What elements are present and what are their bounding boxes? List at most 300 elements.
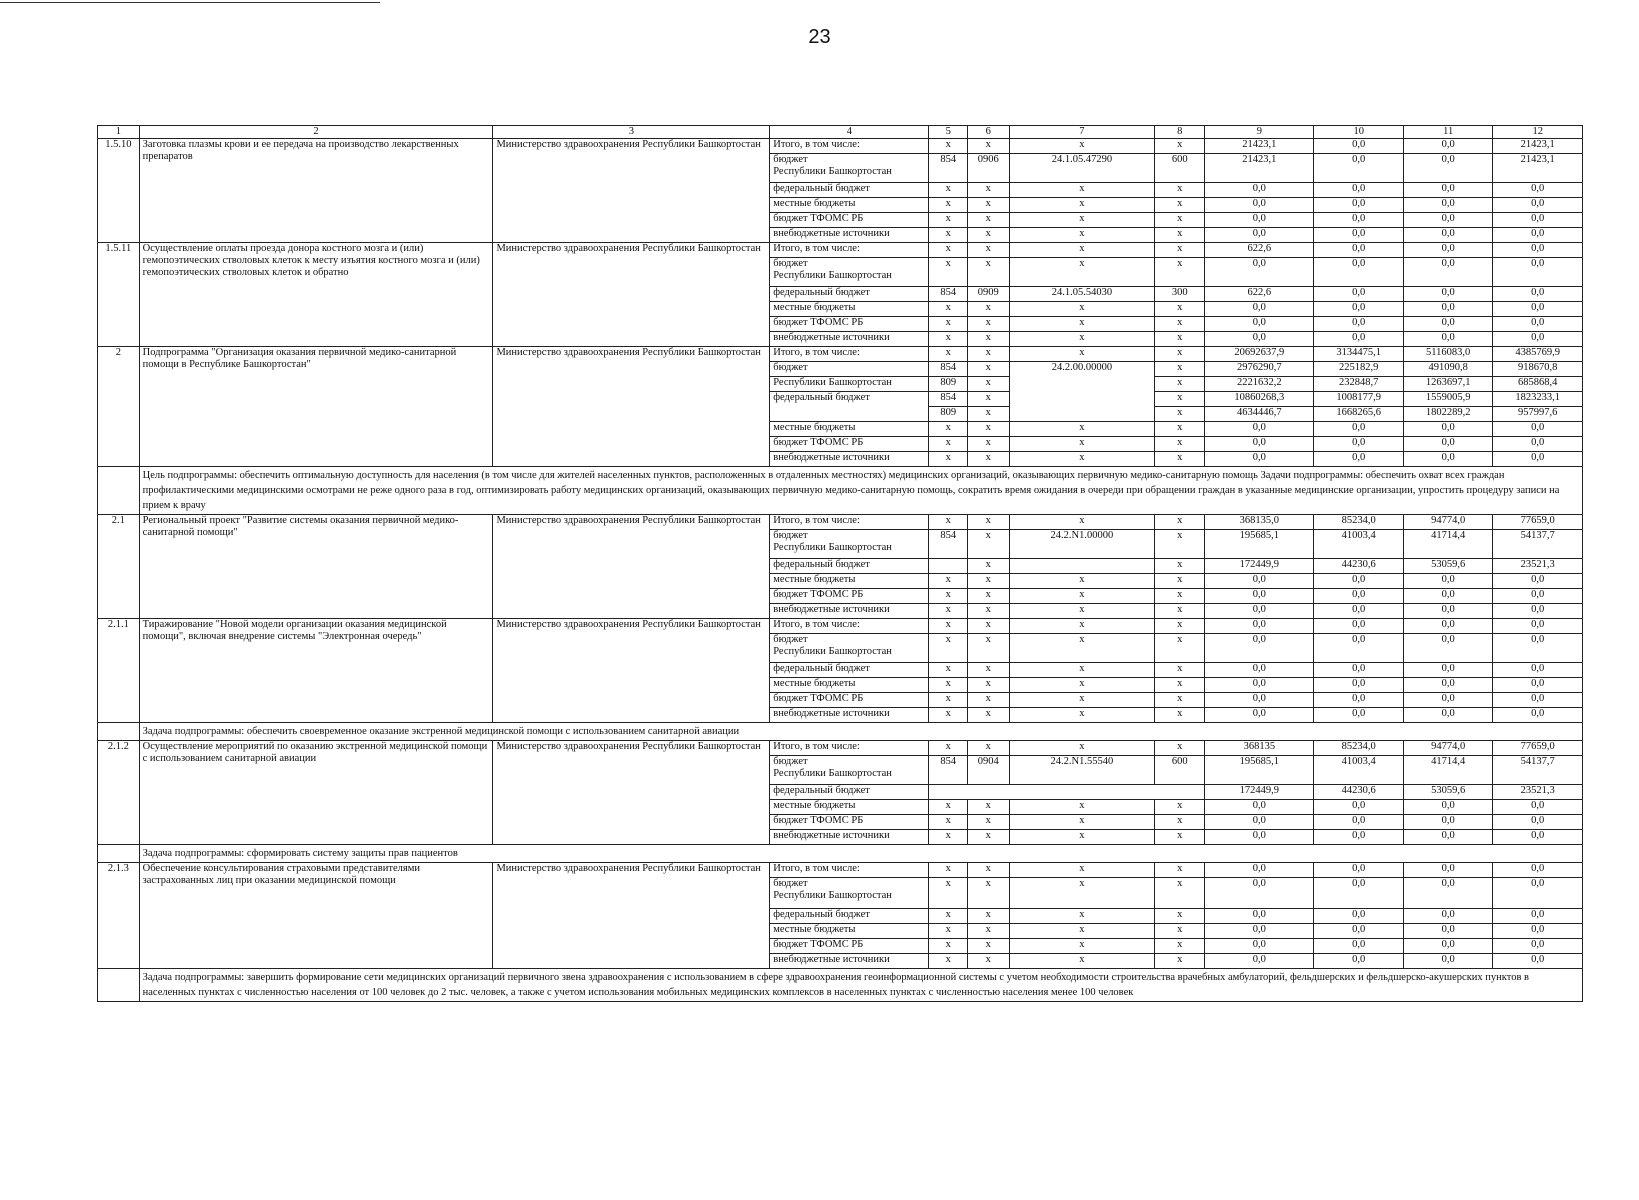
- source-label: внебюджетные источники: [770, 228, 929, 243]
- table-row: [98, 515, 1583, 530]
- value-cell: 0,0: [1205, 678, 1314, 693]
- code-cell: x: [1009, 604, 1155, 619]
- code-cell: x: [929, 213, 968, 228]
- value-cell: 0,0: [1314, 589, 1403, 604]
- value-cell: 0,0: [1403, 954, 1492, 969]
- task-row: [98, 969, 1583, 1002]
- column-number: 6: [967, 126, 1009, 139]
- value-cell: 0,0: [1403, 604, 1492, 619]
- value-cell: 225182,9: [1314, 362, 1403, 377]
- value-cell: 0,0: [1403, 154, 1492, 183]
- value-cell: 0,0: [1314, 243, 1403, 258]
- code-cell: x: [929, 317, 968, 332]
- source-label-region: Республики Башкортостан: [773, 890, 892, 901]
- value-cell: 0,0: [1493, 213, 1583, 228]
- code-cell: x: [1155, 589, 1205, 604]
- value-cell: 0,0: [1205, 863, 1314, 878]
- value-cell: 0,0: [1205, 317, 1314, 332]
- value-cell: 0,0: [1205, 909, 1314, 924]
- value-cell: 622,6: [1205, 243, 1314, 258]
- source-label-region: Республики Башкортостан: [773, 646, 892, 657]
- value-cell: 0,0: [1493, 302, 1583, 317]
- code-cell: x: [967, 243, 1009, 258]
- value-cell: 0,0: [1403, 302, 1492, 317]
- value-cell: 20692637,9: [1205, 347, 1314, 362]
- code-cell: x: [1155, 258, 1205, 287]
- code-cell: x: [967, 437, 1009, 452]
- code-cell: x: [967, 515, 1009, 530]
- source-label: местные бюджеты: [770, 422, 929, 437]
- code-cell: x: [1155, 559, 1205, 574]
- value-cell: 491090,8: [1403, 362, 1492, 377]
- value-cell: 2221632,2: [1205, 377, 1314, 392]
- code-cell: x: [967, 878, 1009, 909]
- code-cell: x: [1155, 228, 1205, 243]
- value-cell: 0,0: [1403, 924, 1492, 939]
- table-row: [98, 619, 1583, 634]
- source-label: федеральный бюджет: [770, 785, 929, 800]
- value-cell: 0,0: [1493, 924, 1583, 939]
- task-row: [98, 467, 1583, 515]
- value-cell: 0,0: [1493, 228, 1583, 243]
- code-cell: x: [929, 909, 968, 924]
- value-cell: 0,0: [1314, 198, 1403, 213]
- value-cell: 94774,0: [1403, 515, 1492, 530]
- code-cell: x: [1155, 741, 1205, 756]
- value-cell: 0,0: [1403, 619, 1492, 634]
- row-number: 1.5.11: [98, 243, 140, 347]
- value-cell: 0,0: [1493, 452, 1583, 467]
- value-cell: 0,0: [1314, 909, 1403, 924]
- value-cell: 0,0: [1493, 437, 1583, 452]
- value-cell: 0,0: [1493, 287, 1583, 302]
- code-cell: 854: [929, 756, 968, 785]
- code-cell: x: [929, 830, 968, 845]
- value-cell: 0,0: [1314, 678, 1403, 693]
- value-cell: 0,0: [1314, 663, 1403, 678]
- code-cell: x: [929, 878, 968, 909]
- code-cell: 24.1.05.54030: [1009, 287, 1155, 302]
- value-cell: 0,0: [1314, 139, 1403, 154]
- value-cell: 0,0: [1314, 183, 1403, 198]
- code-cell: x: [967, 589, 1009, 604]
- value-cell: 0,0: [1205, 924, 1314, 939]
- code-cell: x: [1009, 830, 1155, 845]
- value-cell: 0,0: [1205, 452, 1314, 467]
- value-cell: 21423,1: [1493, 154, 1583, 183]
- code-cell: x: [1009, 634, 1155, 663]
- value-cell: 0,0: [1314, 619, 1403, 634]
- value-cell: 0,0: [1493, 693, 1583, 708]
- code-cell: 854: [929, 392, 968, 407]
- code-cell: x: [929, 332, 968, 347]
- source-label: местные бюджеты: [770, 924, 929, 939]
- value-cell: 0,0: [1314, 800, 1403, 815]
- scan-edge-line: [0, 2, 380, 3]
- page-number: 23: [808, 26, 831, 48]
- value-cell: 0,0: [1314, 924, 1403, 939]
- source-label-budget: бюджет: [773, 878, 808, 889]
- executor-name: Министерство здравоохранения Республики Башкортостан: [493, 139, 770, 243]
- code-cell: x: [1155, 515, 1205, 530]
- measure-name: Подпрограмма "Организация оказания первичной медико-санитарной помощи в Республике Башкортостан": [139, 347, 493, 467]
- code-cell: x: [967, 863, 1009, 878]
- value-cell: 0,0: [1403, 258, 1492, 287]
- value-cell: 0,0: [1403, 574, 1492, 589]
- value-cell: 23521,3: [1493, 785, 1583, 800]
- code-cell: x: [1009, 139, 1155, 154]
- value-cell: 0,0: [1403, 228, 1492, 243]
- source-label: федеральный бюджет: [770, 909, 929, 924]
- code-cell: x: [1155, 362, 1205, 377]
- table-row: [98, 863, 1583, 878]
- code-cell: x: [929, 243, 968, 258]
- value-cell: 0,0: [1314, 693, 1403, 708]
- code-cell: x: [1009, 317, 1155, 332]
- value-cell: 44230,6: [1314, 785, 1403, 800]
- source-label: внебюджетные источники: [770, 830, 929, 845]
- code-cell: x: [1009, 663, 1155, 678]
- value-cell: 0,0: [1205, 604, 1314, 619]
- source-label: [770, 634, 929, 663]
- task-row: [98, 723, 1583, 741]
- code-cell: x: [967, 939, 1009, 954]
- value-cell: 368135,0: [1205, 515, 1314, 530]
- code-cell: x: [1009, 228, 1155, 243]
- value-cell: 0,0: [1493, 243, 1583, 258]
- value-cell: 0,0: [1403, 452, 1492, 467]
- value-cell: 0,0: [1205, 939, 1314, 954]
- code-cell: x: [1155, 198, 1205, 213]
- value-cell: 85234,0: [1314, 515, 1403, 530]
- code-cell: x: [1155, 815, 1205, 830]
- executor-name: Министерство здравоохранения Республики Башкортостан: [493, 347, 770, 467]
- code-cell: 24.2.N1.55540: [1009, 756, 1155, 785]
- code-cell: x: [1155, 574, 1205, 589]
- source-label: бюджет ТФОМС РБ: [770, 815, 929, 830]
- code-cell: x: [1009, 815, 1155, 830]
- measure-name: Заготовка плазмы крови и ее передача на производство лекарственных препаратов: [139, 139, 493, 243]
- code-cell: x: [967, 634, 1009, 663]
- value-cell: 0,0: [1205, 228, 1314, 243]
- code-cell: x: [1155, 437, 1205, 452]
- value-cell: 0,0: [1403, 830, 1492, 845]
- value-cell: 622,6: [1205, 287, 1314, 302]
- code-cell: x: [929, 924, 968, 939]
- column-number: 1: [98, 126, 140, 139]
- value-cell: 0,0: [1493, 332, 1583, 347]
- table-cell: [98, 969, 140, 1002]
- code-cell: x: [967, 407, 1009, 422]
- value-cell: 0,0: [1493, 878, 1583, 909]
- value-cell: 0,0: [1205, 878, 1314, 909]
- value-cell: 94774,0: [1403, 741, 1492, 756]
- value-cell: 0,0: [1403, 589, 1492, 604]
- source-label: федеральный бюджет: [770, 663, 929, 678]
- value-cell: 368135: [1205, 741, 1314, 756]
- code-cell: x: [1009, 437, 1155, 452]
- value-cell: 0,0: [1205, 183, 1314, 198]
- financing-table: [97, 125, 1583, 1002]
- source-label: бюджет ТФОМС РБ: [770, 317, 929, 332]
- source-label: внебюджетные источники: [770, 604, 929, 619]
- value-cell: 0,0: [1205, 422, 1314, 437]
- code-cell: 24.1.05.47290: [1009, 154, 1155, 183]
- value-cell: 0,0: [1314, 437, 1403, 452]
- value-cell: 195685,1: [1205, 530, 1314, 559]
- value-cell: 0,0: [1314, 332, 1403, 347]
- code-cell: x: [967, 452, 1009, 467]
- value-cell: 1263697,1: [1403, 377, 1492, 392]
- source-label: местные бюджеты: [770, 302, 929, 317]
- code-cell: 24.2.00.00000: [1009, 362, 1155, 422]
- value-cell: 0,0: [1205, 708, 1314, 723]
- code-cell: x: [1009, 198, 1155, 213]
- code-cell: x: [967, 708, 1009, 723]
- code-cell: x: [967, 663, 1009, 678]
- code-cell: x: [929, 422, 968, 437]
- code-cell: x: [929, 708, 968, 723]
- value-cell: 54137,7: [1493, 756, 1583, 785]
- source-label: внебюджетные источники: [770, 708, 929, 723]
- code-cell: x: [1009, 332, 1155, 347]
- code-cell: x: [967, 909, 1009, 924]
- column-number: 11: [1403, 126, 1492, 139]
- code-cell: 809: [929, 377, 968, 392]
- column-number: 7: [1009, 126, 1155, 139]
- value-cell: 21423,1: [1205, 139, 1314, 154]
- code-cell: x: [1155, 317, 1205, 332]
- value-cell: 0,0: [1205, 213, 1314, 228]
- source-label: бюджет ТФОМС РБ: [770, 589, 929, 604]
- value-cell: 0,0: [1403, 422, 1492, 437]
- code-cell: x: [967, 139, 1009, 154]
- value-cell: 0,0: [1205, 619, 1314, 634]
- table-cell: [98, 723, 140, 741]
- source-label: бюджет: [770, 362, 929, 377]
- value-cell: 0,0: [1403, 332, 1492, 347]
- code-cell: x: [1155, 909, 1205, 924]
- code-cell: x: [929, 815, 968, 830]
- value-cell: 41714,4: [1403, 530, 1492, 559]
- source-label: федеральный бюджет: [770, 559, 929, 574]
- value-cell: 0,0: [1314, 830, 1403, 845]
- value-cell: 0,0: [1314, 258, 1403, 287]
- value-cell: 0,0: [1205, 332, 1314, 347]
- code-cell: x: [967, 362, 1009, 377]
- value-cell: 0,0: [1403, 213, 1492, 228]
- value-cell: 1823233,1: [1493, 392, 1583, 407]
- source-label: местные бюджеты: [770, 198, 929, 213]
- value-cell: 0,0: [1403, 317, 1492, 332]
- source-label: федеральный бюджет: [770, 287, 929, 302]
- value-cell: 3134475,1: [1314, 347, 1403, 362]
- row-number: 2: [98, 347, 140, 467]
- source-label-budget: бюджет: [773, 530, 808, 541]
- value-cell: 0,0: [1403, 663, 1492, 678]
- value-cell: 0,0: [1314, 154, 1403, 183]
- executor-name: Министерство здравоохранения Республики Башкортостан: [493, 619, 770, 723]
- code-cell: x: [1155, 663, 1205, 678]
- code-cell: x: [1155, 183, 1205, 198]
- value-cell: 0,0: [1403, 815, 1492, 830]
- code-cell: x: [929, 741, 968, 756]
- value-cell: 0,0: [1493, 422, 1583, 437]
- value-cell: 172449,9: [1205, 559, 1314, 574]
- value-cell: 0,0: [1205, 589, 1314, 604]
- code-cell: [1009, 559, 1155, 574]
- code-cell: x: [967, 377, 1009, 392]
- value-cell: 0,0: [1403, 878, 1492, 909]
- value-cell: 0,0: [1205, 574, 1314, 589]
- code-cell: x: [967, 530, 1009, 559]
- value-cell: 0,0: [1314, 954, 1403, 969]
- code-cell: x: [929, 863, 968, 878]
- code-cell: x: [967, 317, 1009, 332]
- column-number: 4: [770, 126, 929, 139]
- code-cell: x: [1009, 574, 1155, 589]
- source-label: Итого, в том числе:: [770, 139, 929, 154]
- value-cell: 0,0: [1314, 452, 1403, 467]
- value-cell: 0,0: [1493, 830, 1583, 845]
- code-cell: x: [967, 830, 1009, 845]
- code-cell: x: [1009, 878, 1155, 909]
- code-cell: x: [967, 392, 1009, 407]
- row-number: 2.1.3: [98, 863, 140, 969]
- value-cell: 232848,7: [1314, 377, 1403, 392]
- value-cell: 957997,6: [1493, 407, 1583, 422]
- value-cell: 0,0: [1493, 708, 1583, 723]
- task-row: [98, 845, 1583, 863]
- column-number-row: [98, 126, 1583, 139]
- code-cell: x: [1009, 800, 1155, 815]
- code-cell: x: [967, 213, 1009, 228]
- code-cell: x: [1009, 452, 1155, 467]
- task-note: Задача подпрограммы: завершить формирование сети медицинских организаций первичного звена здравоохранения с использованием в сфере здравоохранения геоинформационной системы с учетом необходимости строительства врачебных амбулаторий, фельдшерских и фельдшерско-акушерских пунктов в населенных пунктах с численностью населения от 100 человек до 2 тыс. человек, а также с учетом использования мобильных медицинских комплексов в населенных пунктах с численностью населения менее 100 человек: [139, 969, 1582, 1002]
- code-cell: x: [1155, 139, 1205, 154]
- source-label: Итого, в том числе:: [770, 515, 929, 530]
- code-cell: x: [929, 452, 968, 467]
- code-cell: x: [1009, 347, 1155, 362]
- code-cell: x: [967, 954, 1009, 969]
- value-cell: 0,0: [1493, 317, 1583, 332]
- value-cell: 41714,4: [1403, 756, 1492, 785]
- code-cell: x: [1155, 392, 1205, 407]
- column-number: 2: [139, 126, 493, 139]
- value-cell: 0,0: [1314, 228, 1403, 243]
- code-cell: x: [1009, 422, 1155, 437]
- task-note: Задача подпрограммы: сформировать систему защиты прав пациентов: [139, 845, 1582, 863]
- code-cell: x: [967, 678, 1009, 693]
- code-cell: x: [929, 574, 968, 589]
- value-cell: 0,0: [1403, 243, 1492, 258]
- value-cell: 0,0: [1314, 634, 1403, 663]
- code-cell: x: [1009, 708, 1155, 723]
- code-cell: 809: [929, 407, 968, 422]
- code-cell: x: [929, 258, 968, 287]
- value-cell: 172449,9: [1205, 785, 1314, 800]
- code-cell: x: [1155, 347, 1205, 362]
- code-cell: x: [1009, 243, 1155, 258]
- code-cell: x: [1155, 863, 1205, 878]
- code-cell: x: [929, 634, 968, 663]
- executor-name: Министерство здравоохранения Республики Башкортостан: [493, 515, 770, 619]
- source-label: бюджет ТФОМС РБ: [770, 939, 929, 954]
- source-label-budget: бюджет: [773, 756, 808, 767]
- value-cell: 918670,8: [1493, 362, 1583, 377]
- code-cell: x: [967, 347, 1009, 362]
- value-cell: 5116083,0: [1403, 347, 1492, 362]
- value-cell: 10860268,3: [1205, 392, 1314, 407]
- code-cell: x: [1155, 452, 1205, 467]
- value-cell: 0,0: [1314, 213, 1403, 228]
- measure-name: Региональный проект "Развитие системы оказания первичной медико-санитарной помощи": [139, 515, 493, 619]
- value-cell: 0,0: [1314, 422, 1403, 437]
- table-row: [98, 741, 1583, 756]
- source-label: Итого, в том числе:: [770, 741, 929, 756]
- code-cell: x: [929, 800, 968, 815]
- code-cell: x: [967, 183, 1009, 198]
- code-cell: x: [929, 589, 968, 604]
- table-cell: [98, 845, 140, 863]
- code-cell: x: [1009, 183, 1155, 198]
- value-cell: 0,0: [1314, 939, 1403, 954]
- code-cell: x: [1009, 954, 1155, 969]
- code-cell: x: [967, 198, 1009, 213]
- value-cell: 0,0: [1493, 954, 1583, 969]
- value-cell: 0,0: [1314, 287, 1403, 302]
- code-cell: x: [1155, 708, 1205, 723]
- code-cell: x: [929, 347, 968, 362]
- code-cell: x: [929, 663, 968, 678]
- value-cell: 0,0: [1493, 678, 1583, 693]
- value-cell: 0,0: [1205, 693, 1314, 708]
- column-number: 3: [493, 126, 770, 139]
- value-cell: 0,0: [1493, 815, 1583, 830]
- value-cell: 0,0: [1403, 693, 1492, 708]
- value-cell: 0,0: [1205, 258, 1314, 287]
- source-label: федеральный бюджет: [770, 392, 929, 422]
- task-note: Задача подпрограммы: обеспечить своевременное оказание экстренной медицинской помощи с использованием санитарной авиации: [139, 723, 1582, 741]
- code-cell: x: [967, 604, 1009, 619]
- value-cell: 0,0: [1205, 815, 1314, 830]
- code-cell: x: [967, 693, 1009, 708]
- row-number: 2.1.1: [98, 619, 140, 723]
- code-cell: x: [1155, 530, 1205, 559]
- value-cell: 1008177,9: [1314, 392, 1403, 407]
- code-cell: x: [1009, 909, 1155, 924]
- source-label: [770, 878, 929, 909]
- value-cell: 53059,6: [1403, 785, 1492, 800]
- code-cell: x: [929, 693, 968, 708]
- source-label: Итого, в том числе:: [770, 243, 929, 258]
- column-number: 9: [1205, 126, 1314, 139]
- code-cell: 300: [1155, 287, 1205, 302]
- code-cell: x: [1009, 693, 1155, 708]
- code-cell: x: [967, 258, 1009, 287]
- value-cell: 0,0: [1205, 663, 1314, 678]
- code-cell: x: [1009, 741, 1155, 756]
- value-cell: 0,0: [1493, 619, 1583, 634]
- source-label: [770, 756, 929, 785]
- code-cell: 854: [929, 362, 968, 377]
- value-cell: 85234,0: [1314, 741, 1403, 756]
- code-cell: x: [1155, 678, 1205, 693]
- table-cell: [98, 467, 140, 515]
- source-label-budget: бюджет: [773, 258, 808, 269]
- value-cell: 0,0: [1493, 183, 1583, 198]
- table-body: [98, 126, 1583, 1002]
